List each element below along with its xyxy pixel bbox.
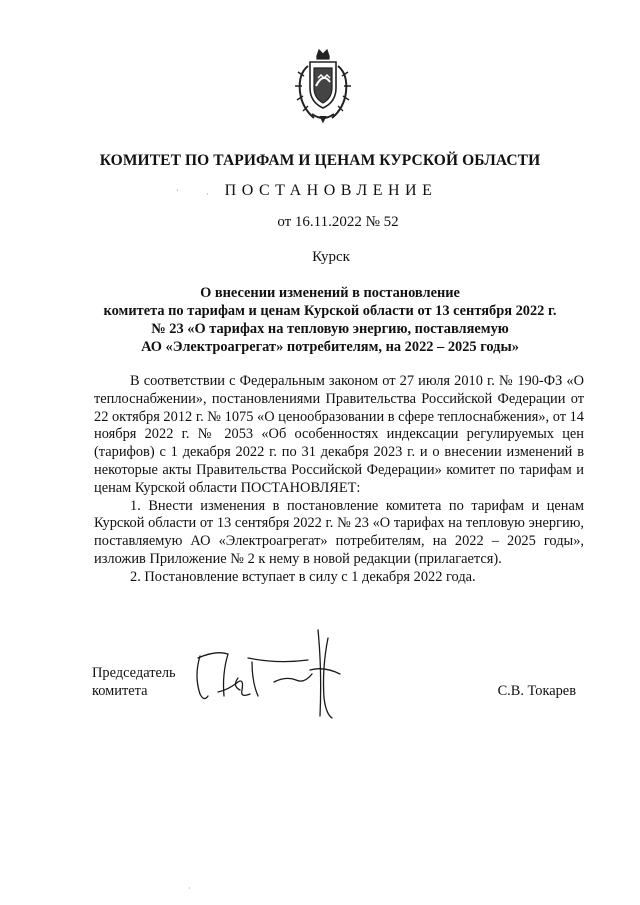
scan-speck: ·: [206, 190, 209, 199]
signatory-name: С.В. Токарев: [497, 683, 576, 699]
document-subject: [80, 284, 580, 356]
document-date-number: от 16.11.2022 № 52: [277, 214, 399, 230]
scan-speck: ·: [176, 186, 179, 195]
scan-speck: ·: [188, 884, 191, 893]
position-line: комитета: [92, 683, 148, 699]
subject-line: О внесении изменений в постановление: [200, 285, 460, 301]
handwritten-signature-icon: [178, 622, 368, 722]
document-city: Курск: [312, 249, 350, 265]
subject-line: № 23 «О тарифах на тепловую энергию, поставляемую: [151, 321, 509, 337]
clause-2-paragraph: 2. Постановление вступает в силу с 1 декабря 2022 года.: [130, 568, 476, 585]
subject-line: комитета по тарифам и ценам Курской области от 13 сентября 2022 г.: [103, 303, 557, 319]
position-line: Председатель: [92, 665, 176, 681]
clause-1-paragraph: 1. Внести изменения в постановление комитета по тарифам и ценам Курской области от 13 сентября 2022 г. № 23 «О тарифах на тепловую энергию, поставляемую АО «Электроагрегат» потребителям, на 2022 – 2025 годы», изложив Приложение № 2 к нему в новой редакции (прилагается).: [94, 497, 584, 567]
document-body: [94, 373, 584, 587]
kursk-coat-of-arms-icon: [290, 46, 356, 126]
document-type: ПОСТАНОВЛЕНИЕ: [224, 182, 438, 199]
signatory-position: [92, 664, 176, 700]
preamble-paragraph: В соответствии с Федеральным законом от 27 июля 2010 г. № 190-ФЗ «О теплоснабжении», постановлениями Правительства Российской Федерации от 22 октября 2012 г. № 1075 «О ценообразовании в сфере теплоснабжения», от 14 ноября 2022 г. № 2053 «Об особенностях индексации регулируемых цен (тарифов) с 1 декабря 2022 г. по 31 декабря 2023 г. и о внесении изменений в некоторые акты Правительства Российской Федерации» комитет по тарифам и ценам Курской области ПОСТАНОВЛЯЕТ:: [94, 373, 584, 496]
subject-line: АО «Электроагрегат» потребителям, на 2022 – 2025 годы»: [141, 339, 519, 355]
organization-title: КОМИТЕТ ПО ТАРИФАМ И ЦЕНАМ КУРСКОЙ ОБЛАСТИ: [99, 152, 541, 169]
